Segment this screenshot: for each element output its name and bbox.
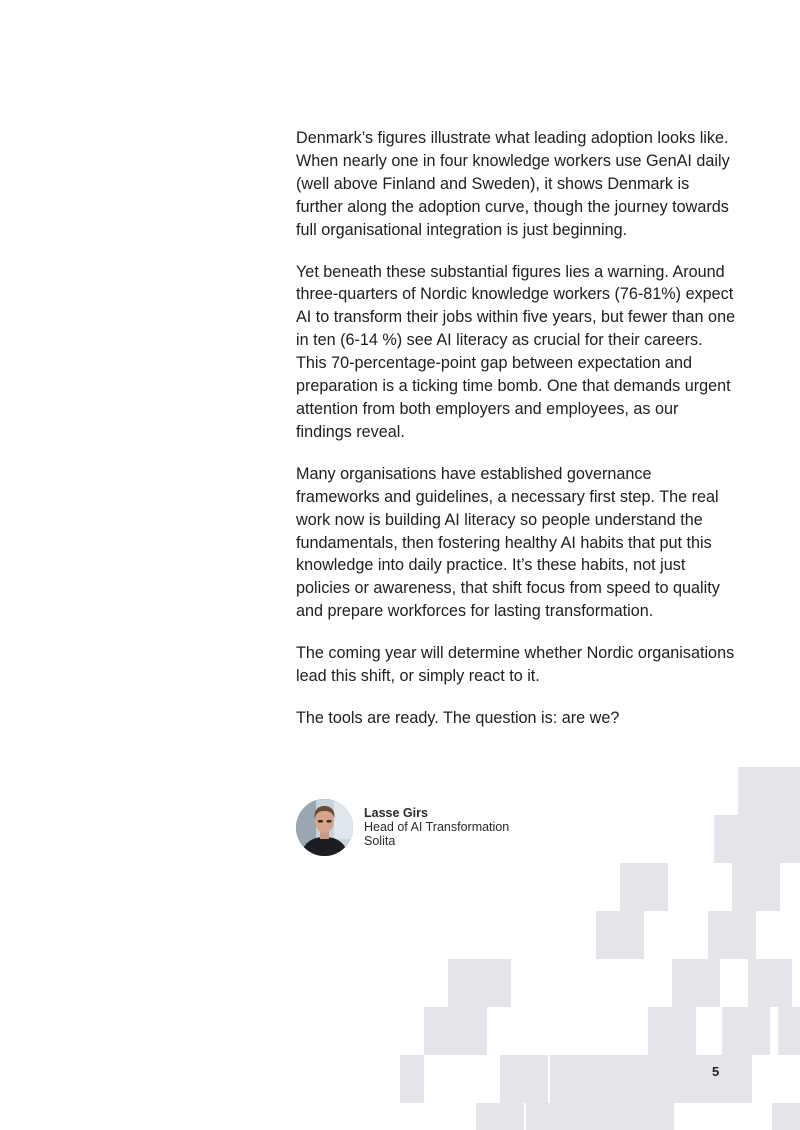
body-text — [296, 127, 736, 749]
author-block — [296, 799, 509, 856]
paragraph: Many organisations have established governance frameworks and guidelines, a necessary first step. The real work now is building AI literacy so people understand the fundamentals, then fostering healthy AI habits that put this knowledge into daily practice. It’s these habits, not just policies or awareness, that shift focus from speed to quality and prepare workforces for lasting transformation. — [296, 464, 720, 621]
author-name: Lasse Girs — [364, 806, 428, 820]
avatar — [296, 799, 353, 856]
author-title: Head of AI Transformation — [364, 820, 510, 834]
person-photo-icon — [296, 799, 353, 856]
author-company: Solita — [364, 834, 396, 848]
page-number: 5 — [712, 1064, 720, 1079]
paragraph: Yet beneath these substantial figures lies a warning. Around three-quarters of Nordic knowledge workers (76-81%) expect AI to transform their jobs within five years, but fewer than one in ten (6-14 %) see AI literacy as crucial for their careers. This 70-percentage-point gap between expectation and preparation is a ticking time bomb. One that demands urgent attention from both employers and employees, as our findings reveal. — [296, 262, 736, 441]
paragraph: The tools are ready. The question is: are we? — [296, 708, 620, 727]
paragraph: The coming year will determine whether Nordic organisations lead this shift, or simply react to it. — [296, 644, 735, 686]
author-info — [364, 806, 509, 848]
paragraph: Denmark’s figures illustrate what leading adoption looks like. When nearly one in four knowledge workers use GenAI daily (well above Finland and Sweden), it shows Denmark is further along the adoption curve, though the journey towards full organisational integration is just beginning. — [296, 129, 730, 239]
